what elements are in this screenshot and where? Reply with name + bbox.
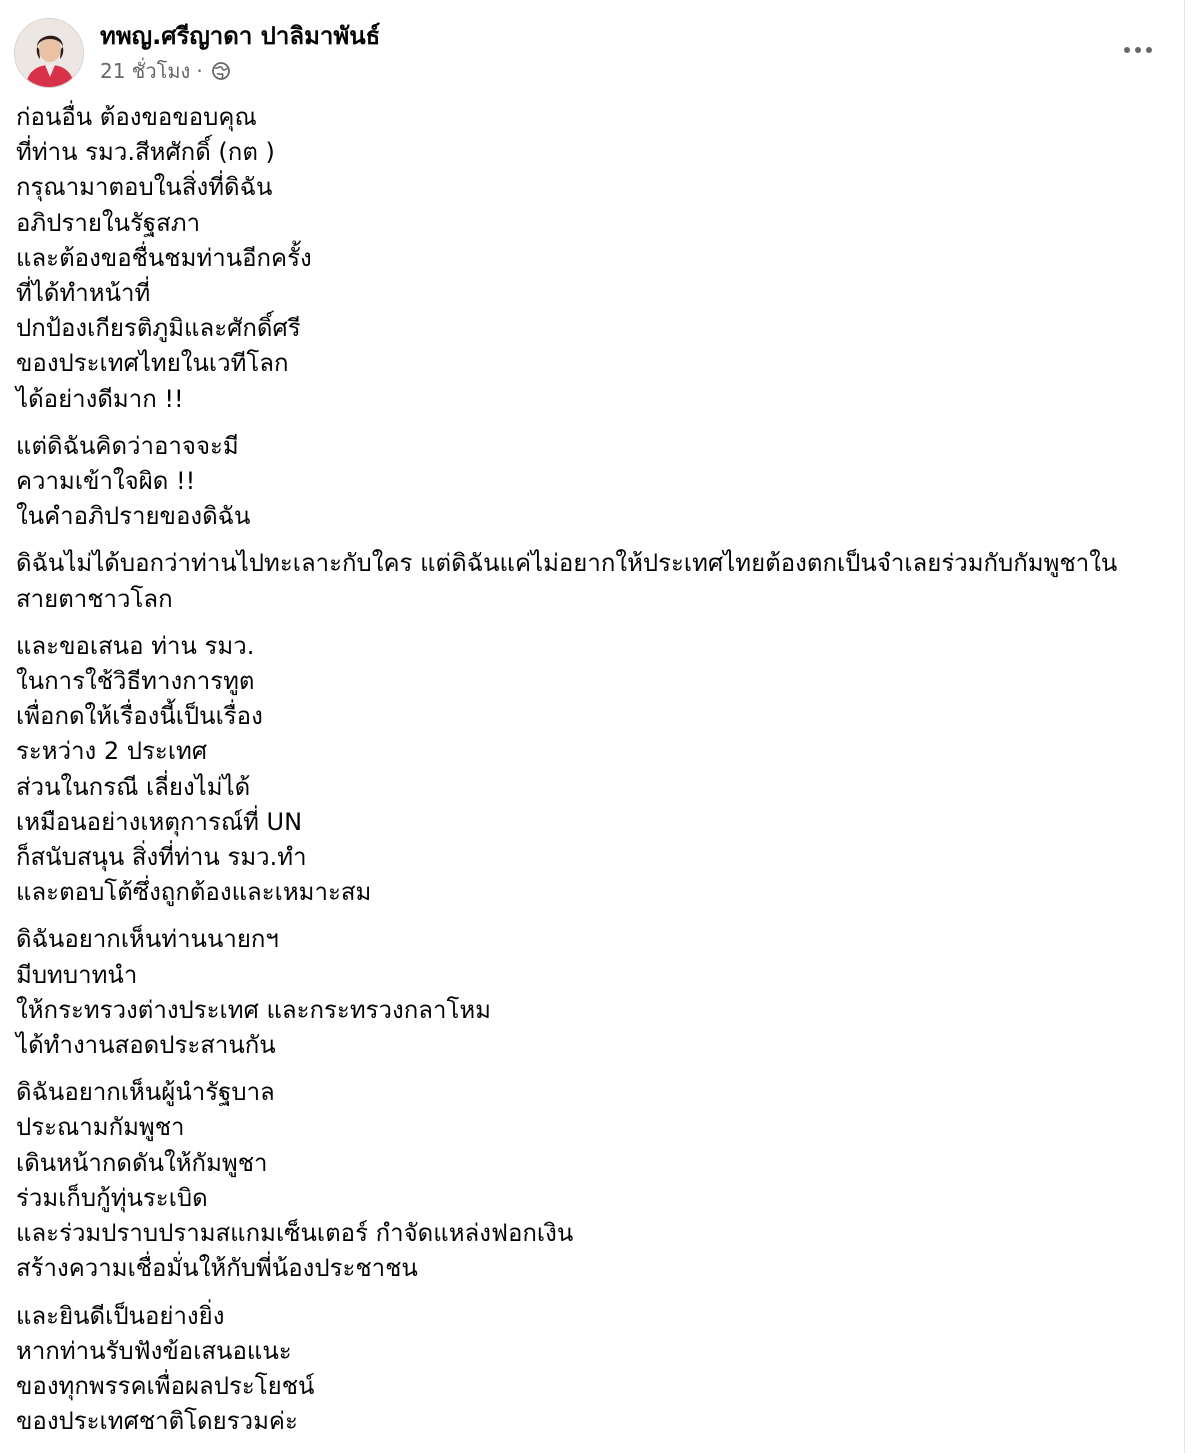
author-name[interactable]: ทพญ.ศรีญาดา ปาลิมาพันธ์ [100,22,381,50]
post-text-line: ร่วมเก็บกู้ทุ่นระเบิด [16,1183,208,1212]
post-text-line: ในคำอภิปรายของดิฉัน [16,502,251,531]
more-options-button[interactable] [1116,32,1160,68]
post-meta [100,58,231,84]
post-text-line: เดินหน้ากดดันให้กัมพูชา [16,1148,268,1177]
post-text-line: ของประเทศไทยในเวทีโลก [16,349,289,378]
post-text-line: ในการใช้วิธีทางการทูต [16,667,255,696]
post-text-line: ดิฉันอยากเห็นผู้นำรัฐบาล [16,1078,275,1107]
post-text-line: และตอบโต้ซึ่งถูกต้องและเหมาะสม [16,878,372,907]
post-text-line: ดิฉันไม่ได้บอกว่าท่านไปทะเลาะกับใคร แต่ดิฉันแค่ไม่อยากให้ประเทศไทยต้องตกเป็นจำเลยร่วมกับกัมพูชาใน [16,549,1118,578]
post-paragraph [16,429,1176,535]
avatar[interactable] [14,18,84,88]
post-paragraph [16,100,1176,417]
post-text-line: ส่วนในกรณี เลี่ยงไม่ได้ [16,772,251,801]
post-text-line: และขอเสนอ ท่าน รมว. [16,631,255,660]
post-paragraph [16,1075,1176,1286]
post-text-line: แต่ดิฉันคิดว่าอาจจะมี [16,431,239,460]
post-text-line: และต้องขอชื่นชมท่านอีกครั้ง [16,243,312,272]
post-text-line: และร่วมปราบปรามสแกมเซ็นเตอร์ กำจัดแหล่งฟอกเงิน [16,1219,574,1248]
post-text-line: ปกป้องเกียรติภูมิและศักดิ์ศรี [16,314,301,343]
post-text-line: ดิฉันอยากเห็นท่านนายกฯ [16,925,279,954]
post-text-line: อภิปรายในรัฐสภา [16,208,201,237]
post-text-line: ที่ได้ทำหน้าที่ [16,279,151,308]
post-body [16,100,1176,1451]
post-paragraph [16,1299,1176,1440]
post-text-line: หากท่านรับฟังข้อเสนอแนะ [16,1336,292,1365]
post-text-line: และยินดีเป็นอย่างยิ่ง [16,1301,225,1330]
post-paragraph [16,629,1176,911]
post-text-line: มีบทบาทนำ [16,960,138,989]
more-horizontal-icon [1122,45,1154,55]
post-header [14,18,1174,90]
post-text-line: เพื่อกดให้เรื่องนี้เป็นเรื่อง [16,702,263,731]
post-timestamp[interactable]: 21 ชั่วโมง [100,59,191,83]
post-text-line: สายตาชาวโลก [16,584,173,613]
post-text-line: เหมือนอย่างเหตุการณ์ที่ UN [16,807,303,836]
post-text-line: ระหว่าง 2 ประเทศ [16,737,208,766]
post-text-line: ได้อย่างดีมาก !! [16,384,184,413]
globe-icon[interactable] [211,61,231,81]
post-text-line: ได้ทำงานสอดประสานกัน [16,1031,276,1060]
post-text-line: ก็สนับสนุน สิ่งที่ท่าน รมว.ทำ [16,843,307,872]
post-text-line: ประณามกัมพูชา [16,1113,185,1142]
post-text-line: ที่ท่าน รมว.สีหศักดิ์ (กต ) [16,138,275,167]
post-text-line: ของประเทศชาติโดยรวมค่ะ [16,1407,298,1436]
post-text-line: ของทุกพรรคเพื่อผลประโยชน์ [16,1371,315,1400]
avatar-photo [15,19,84,88]
post-text-line: ก่อนอื่น ต้องขอขอบคุณ [16,103,257,131]
post-text-line: กรุณามาตอบในสิ่งที่ดิฉัน [16,173,273,202]
post-text-line: ความเข้าใจผิด !! [16,467,196,496]
post-paragraph [16,922,1176,1063]
post-text-line: ให้กระทรวงต่างประเทศ และกระทรวงกลาโหม [16,995,491,1024]
post-text-line: สร้างความเชื่อมั่นให้กับพี่น้องประชาชน [16,1254,418,1283]
meta-separator: · [196,59,203,83]
post-paragraph [16,546,1176,616]
